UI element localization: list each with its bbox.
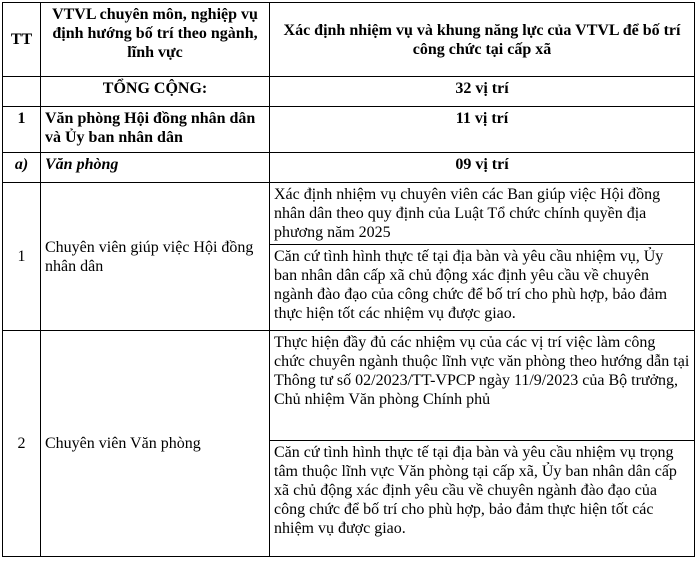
section-row bbox=[3, 107, 695, 153]
header-description: Xác định nhiệm vụ và khung năng lực của VTVL để bố trí công chức tại cấp xã bbox=[270, 3, 695, 77]
total-row bbox=[3, 77, 695, 107]
header-tt: TT bbox=[3, 3, 41, 77]
section-value: 11 vị trí bbox=[270, 107, 695, 153]
subsection-row bbox=[3, 153, 695, 183]
total-value: 32 vị trí bbox=[270, 77, 695, 107]
table-header-row bbox=[3, 3, 695, 77]
table-row bbox=[3, 183, 695, 245]
table-row bbox=[3, 331, 695, 441]
row-no: 2 bbox=[3, 331, 41, 557]
row-task: Căn cứ tình hình thực tế tại địa bàn và yêu cầu nhiệm vụ, Ủy ban nhân dân cấp xã chủ động xác định yêu cầu về chuyên ngành đào đạo của công chức để bố trí cho phù hợp, bảo đảm thực hiện tốt các nhiệm vụ được giao. bbox=[270, 245, 695, 331]
row-position: Chuyên viên Văn phòng bbox=[41, 331, 270, 557]
section-name: Văn phòng Hội đồng nhân dân và Ủy ban nhân dân bbox=[41, 107, 270, 153]
row-task: Thực hiện đầy đủ các nhiệm vụ của các vị trí việc làm công chức chuyên ngành thuộc lĩnh vực văn phòng theo hướng dẫn tại Thông tư số 02/2023/TT-VPCP ngày 11/9/2023 của Bộ trưởng, Chủ nhiệm Văn phòng Chính phủ bbox=[270, 331, 695, 441]
subsection-name: Văn phòng bbox=[41, 153, 270, 183]
header-position: VTVL chuyên môn, nghiệp vụ định hướng bố trí theo ngành, lĩnh vực bbox=[41, 3, 270, 77]
subsection-value: 09 vị trí bbox=[270, 153, 695, 183]
section-no: 1 bbox=[3, 107, 41, 153]
positions-table bbox=[2, 2, 695, 557]
subsection-no: a) bbox=[3, 153, 41, 183]
row-no: 1 bbox=[3, 183, 41, 331]
row-task: Căn cứ tình hình thực tế tại địa bàn và yêu cầu nhiệm vụ trọng tâm thuộc lĩnh vực Văn phòng tại cấp xã, Ủy ban nhân dân cấp xã chủ động xác định yêu cầu về chuyên ngành đào đạo của công chức để bố trí cho phù hợp, bảo đảm thực hiện tốt các nhiệm vụ được giao. bbox=[270, 441, 695, 557]
row-position: Chuyên viên giúp việc Hội đồng nhân dân bbox=[41, 183, 270, 331]
total-tt-cell bbox=[3, 77, 41, 107]
row-task: Xác định nhiệm vụ chuyên viên các Ban giúp việc Hội đồng nhân dân theo quy định của Luật Tổ chức chính quyền địa phương năm 2025 bbox=[270, 183, 695, 245]
total-label: TỔNG CỘNG: bbox=[41, 77, 270, 107]
